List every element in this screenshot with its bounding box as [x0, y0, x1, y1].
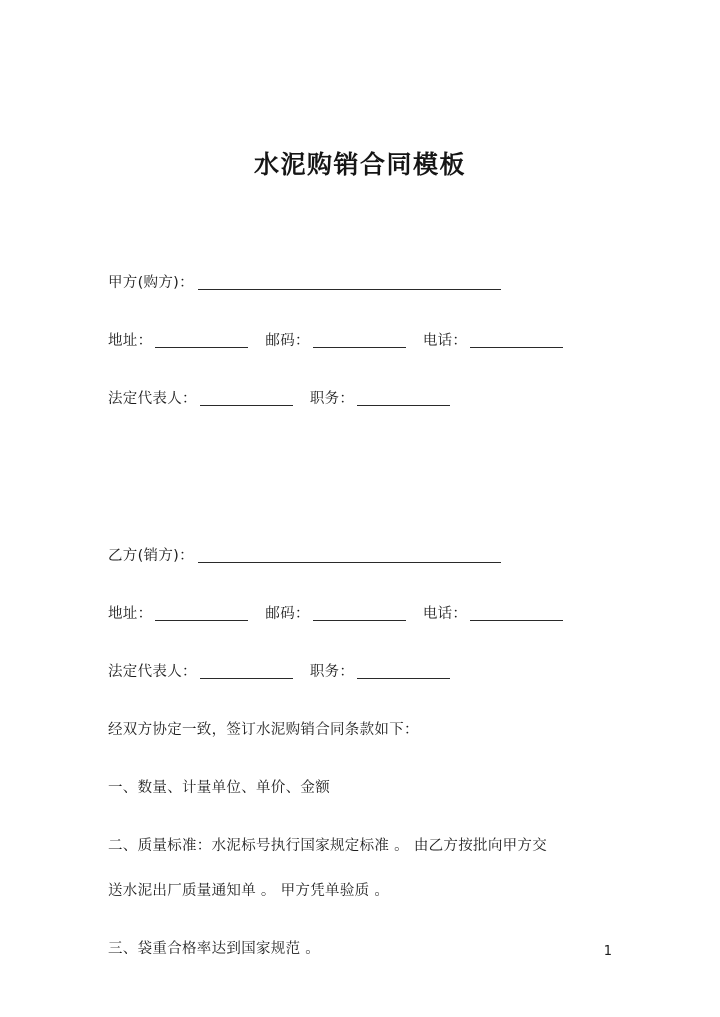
party-a-name-row [108, 272, 608, 330]
contract-body [108, 272, 608, 996]
party-b-postcode-blank[interactable] [313, 620, 406, 621]
party-a-address-label: 地址： [108, 333, 153, 349]
party-a-legal-rep-label: 法定代表人： [108, 391, 197, 407]
party-b-legal-rep-label: 法定代表人： [108, 664, 197, 680]
party-a-title-blank[interactable] [357, 405, 450, 406]
party-b-phone-label: 电话： [422, 606, 468, 622]
party-b-phone-blank[interactable] [470, 620, 563, 621]
party-b-title-blank[interactable] [357, 678, 450, 679]
party-b-name-blank[interactable] [198, 562, 501, 563]
party-b-postcode-label: 邮码： [265, 606, 310, 622]
page-number: 1 [603, 944, 612, 959]
clause-2-text-line-2: 送水泥出厂质量通知单 。 甲方凭单验质 。 [108, 883, 390, 899]
party-b-name-row [108, 545, 608, 603]
party-b-address-blank[interactable] [155, 620, 248, 621]
party-a-title-label: 职务： [309, 391, 355, 407]
clause-1-text: 一、数量、计量单位、单价、金额 [108, 780, 330, 796]
party-b-title-label: 职务： [309, 664, 355, 680]
party-b-name-label: 乙方(销方)： [108, 548, 194, 564]
party-a-legal-rep-blank[interactable] [200, 405, 293, 406]
preamble-row [108, 719, 608, 777]
party-b-legal-rep-blank[interactable] [200, 678, 293, 679]
party-b-address-label: 地址： [108, 606, 153, 622]
party-a-address-row [108, 330, 608, 388]
party-b-address-row [108, 603, 608, 661]
clause-2-text-line-1: 二、质量标准：水泥标号执行国家规定标准 。 由乙方按批向甲方交 [108, 838, 548, 854]
party-a-postcode-blank[interactable] [313, 347, 406, 348]
page-title: 水泥购销合同模板 [253, 150, 466, 179]
clause-3-row [108, 938, 608, 996]
party-b-legal-rep-row [108, 661, 608, 719]
party-a-legal-rep-row [108, 388, 608, 446]
clause-1-row [108, 777, 608, 835]
clause-3-text: 三、袋重合格率达到国家规范 。 [108, 941, 321, 957]
clause-2-row-line-2 [108, 880, 608, 938]
party-a-name-label: 甲方(购方)： [108, 275, 194, 291]
party-a-phone-blank[interactable] [470, 347, 563, 348]
party-a-address-blank[interactable] [155, 347, 248, 348]
preamble-text: 经双方协定一致，签订水泥购销合同条款如下： [108, 722, 419, 738]
party-a-postcode-label: 邮码： [265, 333, 310, 349]
party-a-phone-label: 电话： [422, 333, 468, 349]
party-a-name-blank[interactable] [198, 289, 501, 290]
clause-2-row-line-1 [108, 835, 608, 880]
party-block-spacer [108, 446, 608, 545]
